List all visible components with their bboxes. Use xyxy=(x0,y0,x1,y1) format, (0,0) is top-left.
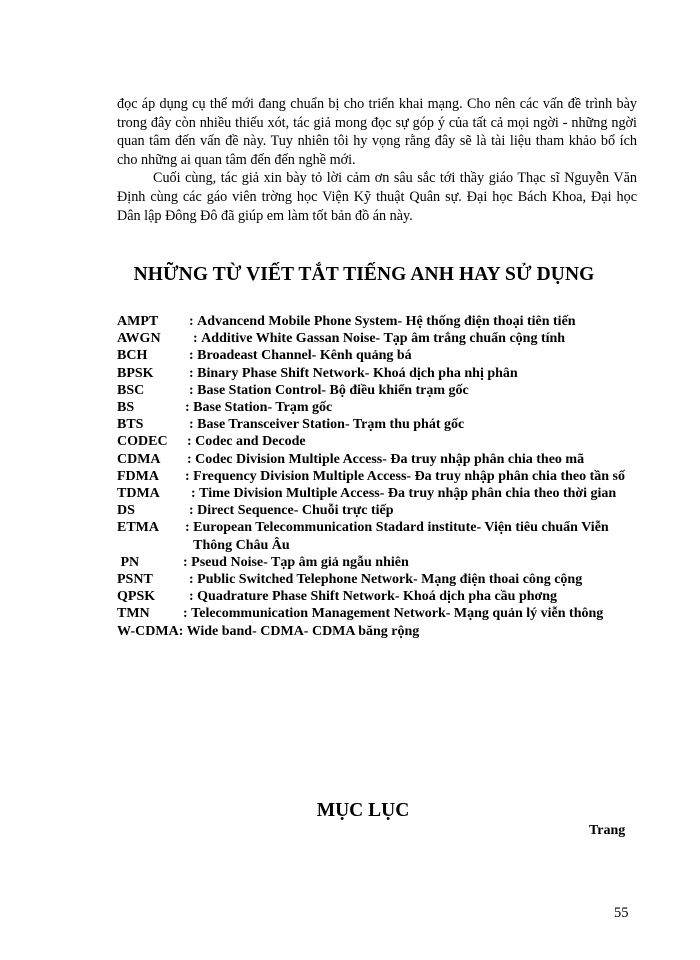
abbreviation-term: TMN xyxy=(117,606,150,622)
abbreviation-term: BS xyxy=(117,400,135,416)
abbreviation-definition: Codec and Decode xyxy=(195,434,306,450)
abbreviation-row xyxy=(117,519,647,553)
abbreviation-definition: Public Switched Telephone Network- Mạng điện thoai công cộng xyxy=(197,572,583,588)
abbreviation-row xyxy=(117,485,647,502)
abbreviation-definition: Time Division Multiple Access- Đa truy nhập phân chia theo thời gian xyxy=(199,486,617,502)
abbreviations-heading: NHỮNG TỪ VIẾT TẮT TIẾNG ANH HAY SỬ DỤNG xyxy=(133,264,595,285)
abbreviation-row xyxy=(117,605,647,622)
abbreviation-definition: European Telecommunication Stadard institute- Viện tiêu chuẩn Viễn Thông Châu Âu xyxy=(193,520,609,553)
abbreviation-row xyxy=(117,416,647,433)
abbreviation-row xyxy=(117,382,647,399)
abbreviation-term: BSC xyxy=(117,382,145,398)
abbreviation-definition: Telecommunication Management Network- Mạng quản lý viễn thông xyxy=(191,606,604,622)
abbreviation-definition: Base Station- Trạm gốc xyxy=(193,400,333,416)
abbreviation-row xyxy=(117,347,647,364)
abbreviation-term: CODEC xyxy=(117,434,168,450)
intro-section xyxy=(117,95,637,225)
toc-page-column-label: Trang xyxy=(589,823,626,838)
abbreviation-term: PN xyxy=(117,554,140,570)
abbreviation-separator: : xyxy=(189,417,198,433)
abbreviation-term: CDMA xyxy=(117,451,161,467)
abbreviation-separator: : xyxy=(183,606,192,622)
abbreviation-separator: : xyxy=(189,572,198,588)
abbreviation-separator: : xyxy=(185,468,194,484)
abbreviation-term: AWGN xyxy=(117,331,161,347)
abbreviation-term: PSNT xyxy=(117,572,153,588)
abbreviation-row xyxy=(117,554,647,571)
abbreviation-row xyxy=(117,451,647,468)
abbreviation-row xyxy=(117,468,647,485)
abbreviation-row xyxy=(117,330,647,347)
abbreviation-term: BTS xyxy=(117,417,144,433)
abbreviation-row xyxy=(117,502,647,519)
abbreviation-term: QPSK xyxy=(117,589,156,605)
abbreviation-list xyxy=(117,313,647,640)
intro-paragraph: đọc áp dụng cụ thể mới đang chuẩn bị cho triển khai mạng. Cho nên các vấn đề trình bày trong đây còn nhiều thiếu xót, tác giả mong đọc sự góp ý của tất cả mọi ngời - những ngời quan tâm đến vấn đề này. Tuy nhiên tôi hy vọng rằng đây sẽ là tài liệu tham khảo bổ ích cho những ai quan tâm đến đến nghề mới. xyxy=(117,96,637,168)
abbreviation-definition: Binary Phase Shift Network- Khoá dịch pha nhị phân xyxy=(197,365,518,381)
abbreviation-separator: : xyxy=(193,331,202,347)
abbreviation-separator: : xyxy=(189,503,198,519)
abbreviation-separator: : xyxy=(185,520,194,536)
abbreviation-row xyxy=(117,571,647,588)
abbreviation-separator: : xyxy=(185,400,194,416)
abbreviation-separator: : xyxy=(187,451,196,467)
abbreviation-term: ETMA xyxy=(117,520,159,536)
abbreviation-term: AMPT xyxy=(117,314,159,329)
abbreviation-term: BCH xyxy=(117,348,148,364)
abbreviation-definition: Pseud Noise- Tạp âm giả ngẫu nhiên xyxy=(191,554,409,570)
abbreviation-term: FDMA xyxy=(117,468,159,484)
abbreviation-term: TDMA xyxy=(117,486,160,502)
abbreviation-row xyxy=(117,313,647,330)
abbreviation-term: BPSK xyxy=(117,365,154,381)
abbreviation-separator: : xyxy=(189,314,198,329)
abbreviation-separator: : xyxy=(191,486,200,502)
abbreviation-separator: : xyxy=(189,589,198,605)
abbreviation-definition: Codec Division Multiple Access- Đa truy nhập phân chia theo mã xyxy=(195,451,585,467)
table-of-contents-heading: MỤC LỤC xyxy=(316,800,410,821)
page-number: 55 xyxy=(614,905,629,921)
abbreviation-definition: Quadrature Phase Shift Network- Khoá dịch pha cầu phơng xyxy=(197,589,558,605)
abbreviation-definition: Base Transceiver Station- Trạm thu phát gốc xyxy=(197,417,465,433)
acknowledgement-paragraph: Cuối cùng, tác giả xin bày tỏ lời cảm ơn sâu sắc tới thầy giáo Thạc sĩ Nguyễn Văn Định cùng các gáo viên trờng học Viện Kỹ thuật Quân sự. Đại học Bách Khoa, Đại học Dân lập Đông Đô đã giúp em làm tốt bản đồ án này. xyxy=(117,170,637,224)
abbreviation-definition: Base Station Control- Bộ điều khiển trạm gốc xyxy=(197,382,469,398)
abbreviation-definition: Direct Sequence- Chuỗi trực tiếp xyxy=(197,503,394,519)
abbreviation-separator: : xyxy=(189,382,198,398)
abbreviation-row-wcdma: W-CDMA: Wide band- CDMA- CDMA băng rộng xyxy=(117,623,420,639)
abbreviation-row xyxy=(117,433,647,450)
abbreviation-separator: : xyxy=(189,348,198,364)
abbreviation-separator: : xyxy=(187,434,196,450)
abbreviation-definition: Frequency Division Multiple Access- Đa truy nhập phân chia theo tần số xyxy=(193,468,626,484)
abbreviation-term: DS xyxy=(117,503,135,519)
abbreviation-row xyxy=(117,588,647,605)
abbreviation-definition: Advancend Mobile Phone System- Hệ thống điện thoại tiên tiến xyxy=(197,314,576,329)
abbreviation-rows xyxy=(117,313,647,623)
abbreviation-row xyxy=(117,365,647,382)
abbreviation-definition: Additive White Gassan Noise- Tạp âm trắng chuẩn cộng tính xyxy=(201,331,566,347)
abbreviation-definition: Broadeast Channel- Kênh quảng bá xyxy=(197,348,412,364)
abbreviation-row xyxy=(117,399,647,416)
abbreviation-separator: : xyxy=(183,554,192,570)
abbreviation-separator: : xyxy=(189,365,198,381)
